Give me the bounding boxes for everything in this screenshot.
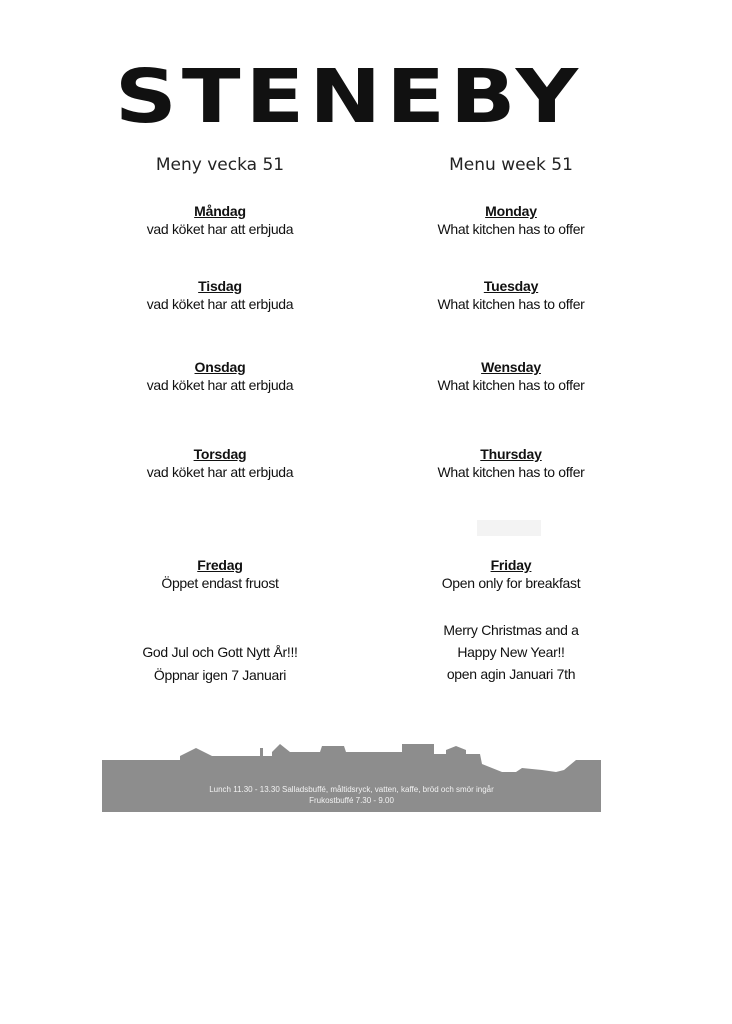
greeting-line: Happy New Year!! <box>457 644 565 660</box>
day-dish: What kitchen has to offer <box>437 221 585 237</box>
menu-heading-english: Menu week 51 <box>449 155 573 175</box>
day-dish: vad köket har att erbjuda <box>146 464 294 480</box>
day-dish: vad köket har att erbjuda <box>146 221 294 237</box>
day-block-monday-sv <box>70 202 370 238</box>
day-block-friday-en <box>361 556 661 592</box>
footer-breakfast-info: Frukostbuffé 7.30 - 9.00 <box>309 796 394 805</box>
day-block-friday-sv <box>70 556 370 592</box>
day-block-thursday-sv <box>70 445 370 481</box>
day-block-tuesday-sv <box>70 277 370 313</box>
greeting-line: Merry Christmas and a <box>443 622 579 638</box>
greeting-line: God Jul och Gott Nytt År!!! <box>142 644 298 660</box>
day-dish: vad köket har att erbjuda <box>146 296 294 312</box>
greeting-english <box>361 621 661 683</box>
day-dish: What kitchen has to offer <box>437 296 585 312</box>
day-dish: Öppet endast fruost <box>161 575 279 591</box>
day-label: Torsdag <box>193 446 247 462</box>
menu-heading-swedish: Meny vecka 51 <box>155 155 285 175</box>
day-label: Wensday <box>481 359 541 375</box>
day-label: Fredag <box>197 557 243 573</box>
day-block-tuesday-en <box>361 277 661 313</box>
greeting-line: Öppnar igen 7 Januari <box>153 667 287 683</box>
day-label: Måndag <box>194 203 246 219</box>
day-dish: Open only for breakfast <box>441 575 581 591</box>
day-dish: What kitchen has to offer <box>437 464 585 480</box>
day-block-wednesday-en <box>361 358 661 394</box>
day-label: Tisdag <box>198 278 242 294</box>
logo-wordmark: STENEBY <box>114 53 584 140</box>
greeting-swedish <box>70 643 370 684</box>
day-label: Onsdag <box>194 359 246 375</box>
day-dish: What kitchen has to offer <box>437 377 585 393</box>
day-label: Thursday <box>480 446 542 462</box>
greeting-line: open agin Januari 7th <box>446 666 576 682</box>
day-label: Tuesday <box>483 278 539 294</box>
day-label: Monday <box>485 203 537 219</box>
day-block-wednesday-sv <box>70 358 370 394</box>
day-dish: vad köket har att erbjuda <box>146 377 294 393</box>
day-block-thursday-en <box>361 445 661 481</box>
scan-smudge <box>477 520 541 536</box>
day-label: Friday <box>490 557 532 573</box>
footer-lunch-info: Lunch 11.30 - 13.30 Salladsbuffé, måltidsryck, vatten, kaffe, bröd och smör ingår <box>209 785 494 794</box>
day-block-monday-en <box>361 202 661 238</box>
